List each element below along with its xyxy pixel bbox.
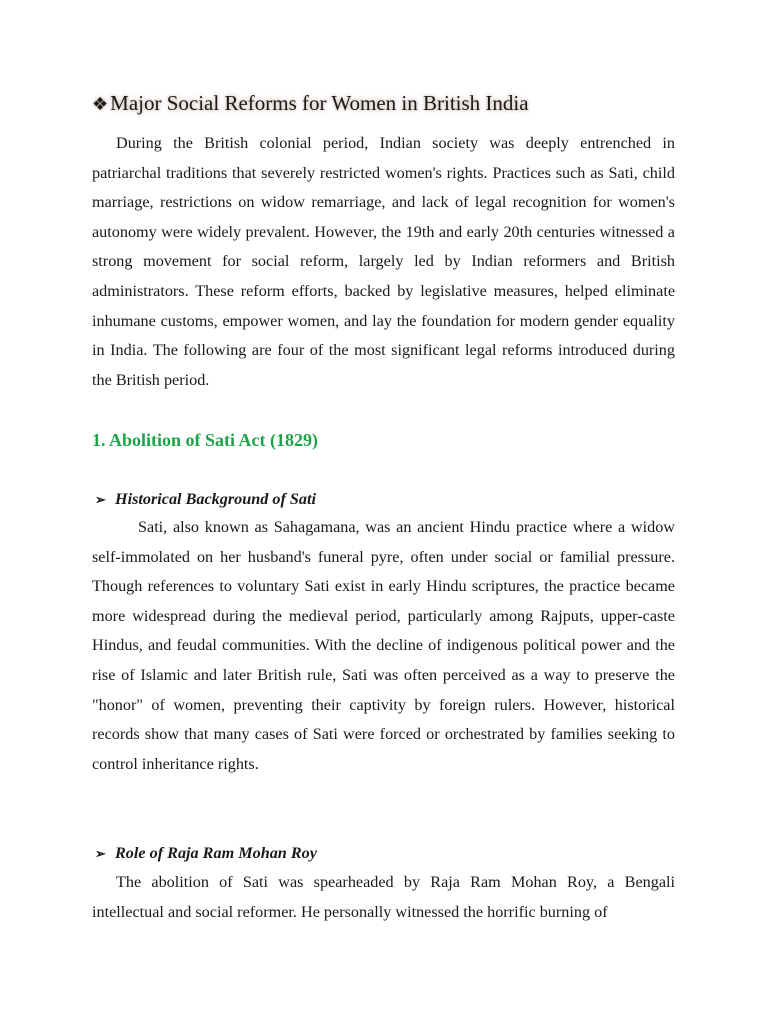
- diamond-bullet-icon: ❖: [92, 94, 109, 114]
- subheading-text: Historical Background of Sati: [115, 490, 317, 508]
- document-title-text: Major Social Reforms for Women in British India: [110, 91, 529, 115]
- subheading-historical-background: [95, 487, 316, 512]
- document-title: [92, 88, 529, 119]
- subheading-text: Role of Raja Ram Mohan Roy: [115, 844, 317, 862]
- section-heading-sati-act: 1. Abolition of Sati Act (1829): [92, 430, 319, 450]
- intro-paragraph: During the British colonial period, Indian society was deeply entrenched in patriarchal traditions that severely restricted women's rights. Practices such as Sati, child marriage, restrictions on widow remarriage, and lack of legal recognition for women's autonomy were widely prevalent. However, the 19th and early 20th centuries witnessed a strong movement for social reform, largely led by Indian reformers and British administrators. These reform efforts, backed by legislative measures, helped eliminate inhumane customs, empower women, and lay the foundation for modern gender equality in India. The following are four of the most significant legal reforms introduced during the British period.: [92, 134, 675, 389]
- historical-background-paragraph: Sati, also known as Sahagamana, was an ancient Hindu practice where a widow self-immolated on her husband's funeral pyre, often under social or familial pressure. Though references to voluntary Sati exist in early Hindu scriptures, the practice became more widespread during the medieval period, particularly among Rajputs, upper-caste Hindus, and feudal communities. With the decline of indigenous political power and the rise of Islamic and later British rule, Sati was often perceived as a way to preserve the "honor" of women, preventing their captivity by foreign rulers. However, historical records show that many cases of Sati were forced or orchestrated by families seeking to control inheritance rights.: [92, 518, 675, 773]
- arrow-bullet-icon: ➢: [95, 846, 106, 861]
- arrow-bullet-icon: ➢: [95, 492, 106, 507]
- subheading-raja-ram-mohan-roy: [95, 841, 317, 866]
- raja-ram-mohan-roy-paragraph: The abolition of Sati was spearheaded by Raja Ram Mohan Roy, a Bengali intellectual and social reformer. He personally witnessed the horrific burning of: [92, 873, 675, 921]
